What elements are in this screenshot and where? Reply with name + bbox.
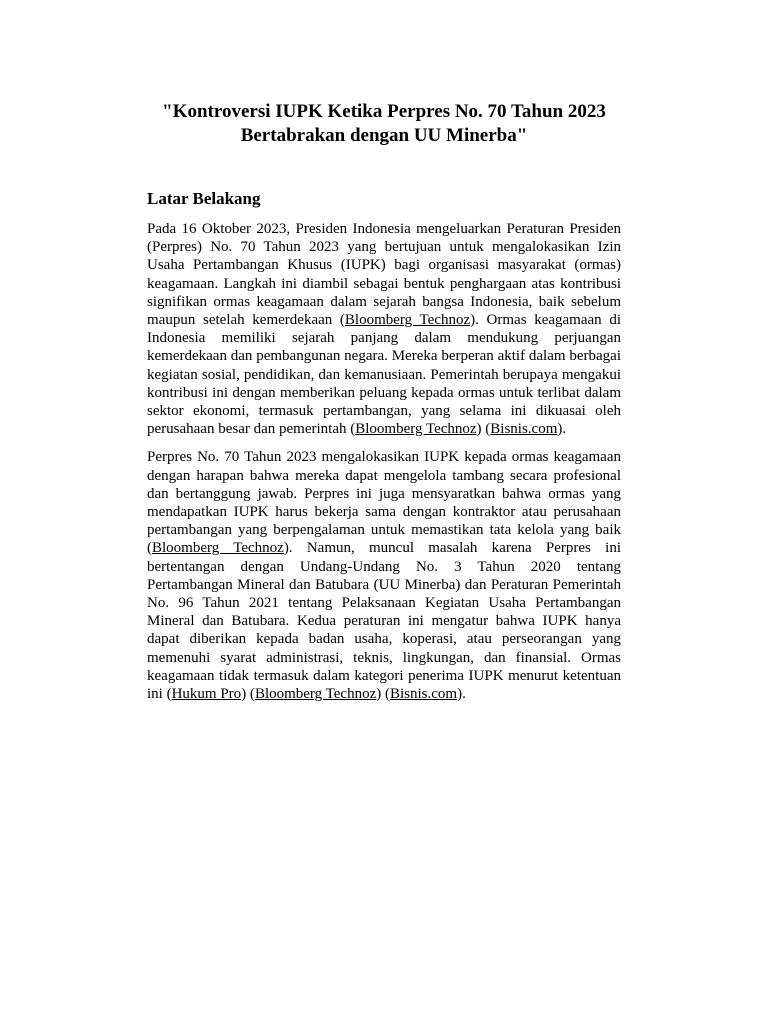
document-title: "Kontroversi IUPK Ketika Perpres No. 70 Tahun 2023 Bertabrakan dengan UU Minerba"	[162, 101, 606, 146]
paragraph-1-text-4: ).	[557, 421, 567, 438]
paragraph-1	[147, 220, 621, 438]
paragraph-2-text-2: ). Namun, muncul masalah karena Perpres ini bertentangan dengan Undang-Undang No. 3 Tahun 2020 tentang Pertambangan Mineral dan Batubara (UU Minerba) dan Peraturan Pemerintah No. 96 Tahun 2021 tentang Pelaksanaan Kegiatan Usaha Pertambangan Mineral dan Batubara. Kedua peraturan ini mengatur bahwa IUPK hanya dapat diberikan kepada badan usaha, koperasi, atau perseorangan yang memenuhi syarat administrasi, teknis, lingkungan, dan finansial. Ormas keagamaan tidak termasuk dalam kategori penerima IUPK menurut ketentuan ini (	[147, 540, 621, 703]
link-bloomberg-technoz[interactable]: Bloomberg Technoz	[355, 421, 477, 438]
paragraph-2-text-4: ) (	[376, 686, 390, 703]
link-bloomberg-technoz[interactable]: Bloomberg Technoz	[254, 686, 377, 703]
link-bisnis-com[interactable]: Bisnis.com	[490, 421, 558, 438]
paragraph-2	[147, 448, 621, 703]
link-bisnis-com[interactable]: Bisnis.com	[389, 686, 458, 703]
link-hukum-pro[interactable]: Hukum Pro	[171, 686, 242, 703]
link-bloomberg-technoz[interactable]: Bloomberg Technoz	[152, 540, 284, 557]
paragraph-1-text-2: ). Ormas keagamaan di Indonesia memiliki sejarah panjang dalam mendukung perjuangan kemerdekaan dan pembangunan negara. Mereka berperan aktif dalam berbagai kegiatan sosial, pendidikan, dan kemanusiaan. Pemerintah berupaya mengakui kontribusi ini dengan memberikan peluang kepada ormas untuk terlibat dalam sektor ekonomi, termasuk pertambangan, yang selama ini dikuasai oleh perusahaan besar dan pemerintah (	[147, 312, 622, 438]
paragraph-2-text-5: ).	[457, 686, 466, 703]
document-page	[147, 100, 621, 703]
paragraph-1-text-3: ) (	[476, 421, 491, 438]
paragraph-2-text-1: Perpres No. 70 Tahun 2023 mengalokasikan IUPK kepada ormas keagamaan dengan harapan bahwa mereka dapat mengelola tambang secara profesional dan bertanggung jawab. Perpres ini juga mensyaratkan bahwa ormas yang mendapatkan IUPK harus bekerja sama dengan kontraktor atau perusahaan pertambangan yang berpengalaman untuk memastikan tata kelola yang baik (	[147, 449, 621, 557]
section-heading: Latar Belakang	[147, 189, 261, 208]
paragraph-2-text-3: ) (	[241, 686, 255, 703]
paragraph-1-text-1: Pada 16 Oktober 2023, Presiden Indonesia mengeluarkan Peraturan Presiden (Perpres) No. 70 Tahun 2023 yang bertujuan untuk mengalokasikan Izin Usaha Pertambangan Khusus (IUPK) bagi organisasi masyarakat (ormas) keagamaan. Langkah ini diambil sebagai bentuk penghargaan atas kontribusi signifikan ormas keagamaan dalam sejarah bangsa Indonesia, baik sebelum maupun setelah kemerdekaan (	[147, 221, 621, 329]
link-bloomberg-technoz[interactable]: Bloomberg Technoz	[344, 312, 471, 329]
